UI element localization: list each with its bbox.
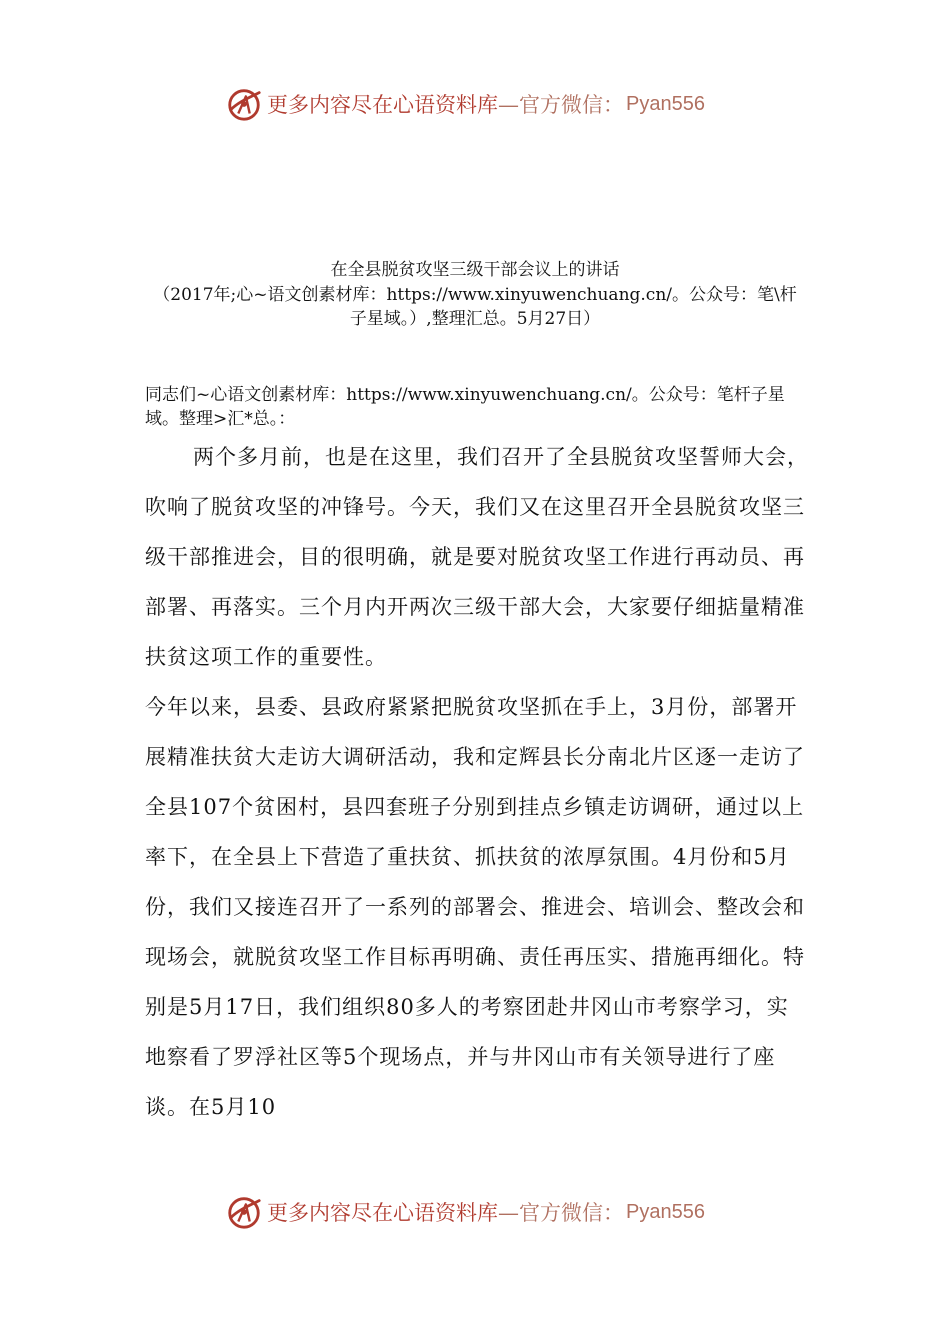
paragraph: 两个多月前，也是在这里，我们召开了全县脱贫攻坚誓师大会，吹响了脱贫攻坚的冲锋号。今天，我们又在这里召开全县脱贫攻坚三级干部推进会，目的很明确，就是要对脱贫攻坚工作进行再动员、再部署、再落实。三个月内开两次三级干部大会，大家要仔细掂量精准扶贫这项工作的重要性。: [145, 445, 809, 669]
banner-official-label: —官方微信：: [498, 93, 624, 117]
logo-icon: [225, 85, 263, 123]
document-title: 在全县脱贫攻坚三级干部会议上的讲话: [330, 260, 620, 280]
banner-brand-text: 更多内容尽在心语资料库: [267, 93, 498, 117]
header-banner: [225, 84, 745, 124]
paragraph: 今年以来，县委、县政府紧紧把脱贫攻坚抓在手上，3月份，部署开展精准扶贫大走访大调研活动，我和定辉县长分南北片区逐一走访了全县107个贫困村，县四套班子分别到挂点乡镇走访调研，通过以上率下，在全县上下营造了重扶贫、抓扶贫的浓厚氛围。4月份和5月份，我们又接连召开了一系列的部署会、推进会、培训会、整改会和现场会，就脱贫攻坚工作目标再明确、责任再压实、措施再细化。特别是5月17日，我们组织80多人的考察团赴井冈山市考察学习，实地察看了罗浮社区等5个现场点，并与井冈山市有关领导进行了座谈。在5月10: [145, 695, 805, 1119]
document-subtitle: （2017年;心~语文创素材库：https://www.xinyuwenchuang.cn/。公众号：笔\杆子星域。）,整理汇总。5月27日）: [153, 285, 797, 329]
logo-icon: [225, 1193, 263, 1231]
banner-wechat-id: Pyan556: [626, 1200, 705, 1223]
banner-brand-text: 更多内容尽在心语资料库: [267, 1201, 498, 1225]
speech-body: [145, 432, 810, 1132]
greeting-line: 同志们~心语文创素材库：https://www.xinyuwenchuang.cn/。公众号：笔杆子星域。整理>汇*总。：: [145, 385, 785, 429]
banner-wechat-id: Pyan556: [626, 92, 705, 115]
banner-official-label: —官方微信：: [498, 1201, 624, 1225]
footer-banner: [225, 1192, 745, 1232]
